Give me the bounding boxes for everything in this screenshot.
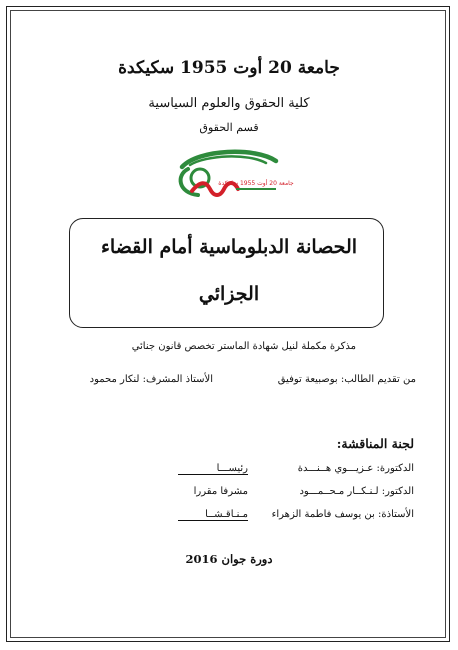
supervisor-name: الأستاذ المشرف: لنكار محمود (89, 374, 213, 385)
department-name: قسم الحقوق (199, 121, 259, 134)
committee-member-role: مـنـاقـشــا (178, 509, 248, 521)
memo-subtitle: مذكرة مكملة لنيل شهادة الماستر تخصص قانون جنائي (131, 341, 356, 352)
faculty-name: كلية الحقوق والعلوم السياسية (148, 96, 310, 111)
committee-member-role: مشرفا مقررا (193, 486, 248, 497)
university-logo (168, 145, 294, 203)
thesis-title-line1: الحصانة الدبلوماسية أمام القضاء (100, 236, 358, 258)
title-box (69, 218, 384, 328)
logo-text: جامعة 20 أوت 1955 سكيكدة (218, 180, 294, 187)
committee-member-name: الدكتور: لـنـكــار مـحــمـــود (299, 486, 414, 497)
committee-member-role: رئيســـا (178, 463, 248, 475)
committee-title: لجنة المناقشة: (336, 436, 414, 451)
committee-member-name: الأستاذة: بن يوسف فاطمة الزهراء (271, 509, 414, 520)
student-name: من تقديم الطالب: بوصبيعة توفيق (277, 374, 416, 385)
thesis-title-line2: الجزائي (198, 283, 260, 305)
university-name: جامعة 20 أوت 1955 سكيكدة (118, 58, 340, 78)
committee-member-name: الدكتورة: عـزيـــوي هــنـــدة (297, 463, 414, 474)
session-date: دورة جوان 2016 (185, 552, 273, 566)
